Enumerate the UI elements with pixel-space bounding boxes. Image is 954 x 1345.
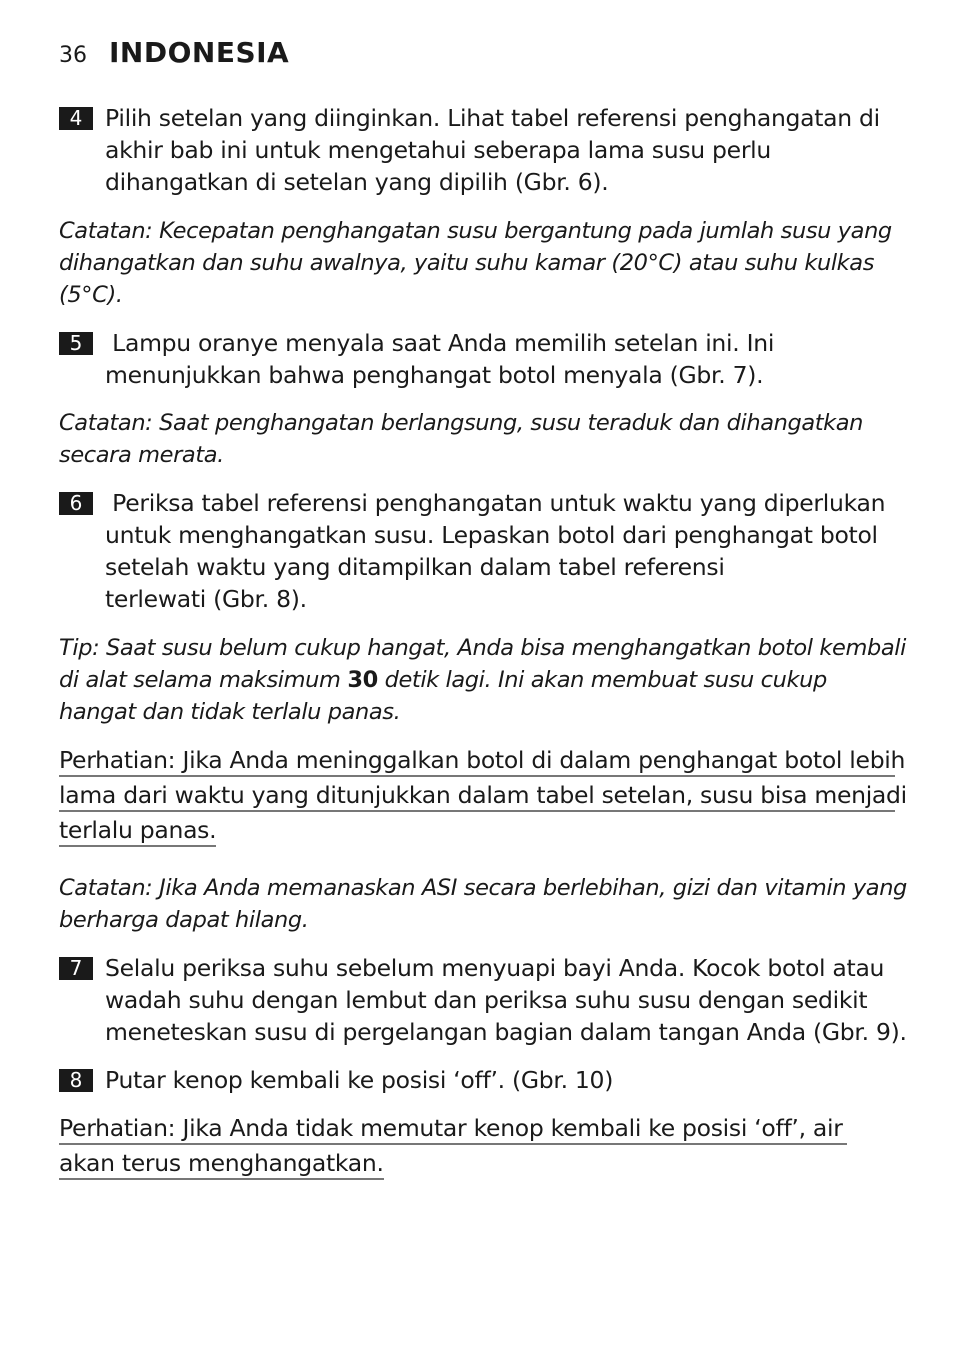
note-line: secara merata. — [59, 442, 224, 468]
warning-overheat — [59, 744, 907, 849]
step-line — [59, 1064, 895, 1096]
step-number-badge: 4 — [59, 107, 93, 130]
note-mixing — [59, 407, 895, 471]
note-line: dihangatkan dan suhu awalnya, yaitu suhu kamar (20°C) atau suhu kulkas — [59, 250, 875, 276]
step-4 — [59, 102, 895, 198]
section-title: INDONESIA — [109, 36, 290, 69]
step-line: menunjukkan bahwa penghangat botol menyala (Gbr. 7). — [105, 361, 764, 389]
step-8 — [59, 1064, 895, 1096]
tip-line: hangat dan tidak terlalu panas. — [59, 699, 401, 725]
step-line — [59, 102, 895, 134]
page-number: 36 — [59, 43, 87, 68]
warning-line: lama dari waktu yang ditunjukkan dalam tabel setelan, susu bisa menjadi — [59, 780, 895, 812]
step-line — [59, 327, 895, 359]
warning-line: akan terus menghangatkan. — [59, 1148, 384, 1180]
note-line: Catatan: Jika Anda memanaskan ASI secara berlebihan, gizi dan vitamin yang — [59, 875, 907, 901]
warning-line: Perhatian: Jika Anda meninggalkan botol di dalam penghangat botol lebih — [59, 745, 895, 777]
step-text: Lampu oranye menyala saat Anda memilih setelan ini. Ini — [105, 329, 775, 357]
note-line: Catatan: Kecepatan penghangatan susu bergantung pada jumlah susu yang — [59, 218, 892, 244]
step-line: dihangatkan di setelan yang dipilih (Gbr. 6). — [105, 168, 609, 196]
step-text: Selalu periksa suhu sebelum menyuapi bayi Anda. Kocok botol atau — [105, 954, 885, 982]
warning-line: Perhatian: Jika Anda tidak memutar kenop kembali ke posisi ‘off’, air — [59, 1113, 847, 1145]
tip-text: di alat selama maksimum — [59, 667, 348, 693]
tip — [59, 632, 906, 728]
tip-seconds-value: 30 — [347, 667, 378, 693]
step-line: wadah suhu dengan lembut dan periksa suhu susu dengan sedikit — [105, 986, 868, 1014]
step-line: setelah waktu yang ditampilkan dalam tabel referensi — [105, 553, 725, 581]
page-header — [59, 36, 289, 69]
step-text: Pilih setelan yang diinginkan. Lihat tabel referensi penghangatan di — [105, 104, 880, 132]
step-number-badge: 6 — [59, 492, 93, 515]
step-line — [59, 487, 895, 519]
step-number-badge: 5 — [59, 332, 93, 355]
step-6 — [59, 487, 895, 615]
note-breastmilk — [59, 872, 907, 936]
step-7 — [59, 952, 907, 1048]
step-text: Putar kenop kembali ke posisi ‘off’. (Gbr. 10) — [105, 1066, 614, 1094]
step-line: meneteskan susu di pergelangan bagian dalam tangan Anda (Gbr. 9). — [105, 1018, 907, 1046]
warning-knob-off — [59, 1112, 895, 1182]
note-speed — [59, 215, 895, 311]
step-text: Periksa tabel referensi penghangatan untuk waktu yang diperlukan — [105, 489, 886, 517]
step-line — [59, 952, 895, 984]
note-line: berharga dapat hilang. — [59, 907, 309, 933]
note-line: Catatan: Saat penghangatan berlangsung, susu teraduk dan dihangatkan — [59, 410, 864, 436]
step-line: terlewati (Gbr. 8). — [105, 585, 307, 613]
step-number-badge: 7 — [59, 957, 93, 980]
step-number-badge: 8 — [59, 1069, 93, 1092]
tip-line — [59, 664, 895, 696]
step-5 — [59, 327, 895, 391]
tip-text: detik lagi. Ini akan membuat susu cukup — [377, 667, 827, 693]
step-line: untuk menghangatkan susu. Lepaskan botol dari penghangat botol — [105, 521, 878, 549]
warning-line: terlalu panas. — [59, 815, 216, 847]
step-line: akhir bab ini untuk mengetahui seberapa lama susu perlu — [105, 136, 772, 164]
note-line: (5°C). — [59, 282, 123, 308]
tip-line: Tip: Saat susu belum cukup hangat, Anda bisa menghangatkan botol kembali — [59, 635, 906, 661]
